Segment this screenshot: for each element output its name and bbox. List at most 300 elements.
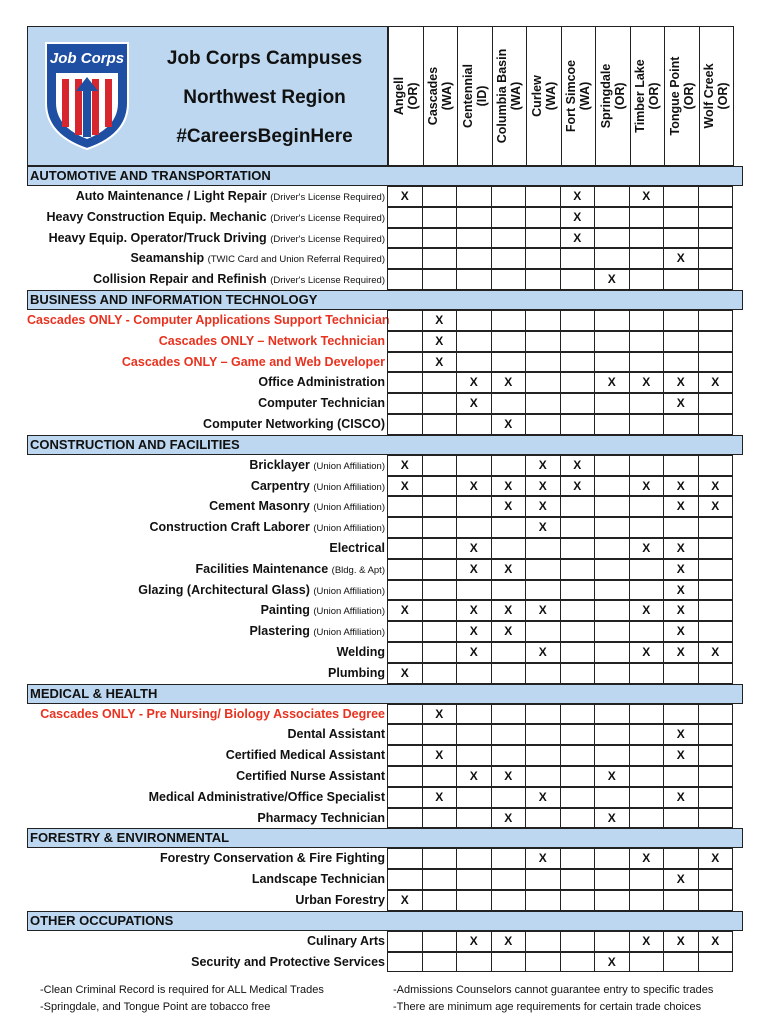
campus-cell <box>560 248 596 269</box>
campus-cell <box>491 248 527 269</box>
campus-cell <box>456 663 492 684</box>
campus-cell <box>387 310 423 331</box>
campus-cell <box>560 869 596 890</box>
campus-cell <box>560 496 596 517</box>
campus-cell: X <box>422 310 458 331</box>
trade-row <box>27 496 743 517</box>
campus-cell: X <box>663 496 699 517</box>
campus-cell: X <box>525 476 561 497</box>
campus-cell <box>629 455 665 476</box>
campus-header <box>457 26 493 166</box>
campus-cell <box>422 393 458 414</box>
trade-label <box>27 228 388 249</box>
campus-cell <box>560 931 596 952</box>
campus-cell: X <box>560 186 596 207</box>
campus-cell <box>456 207 492 228</box>
trade-label <box>27 248 388 269</box>
campus-cell <box>560 352 596 373</box>
campus-cell <box>387 414 423 435</box>
campus-cell <box>491 580 527 601</box>
campus-name: Angell (OR) <box>391 76 420 116</box>
section-header: AUTOMOTIVE AND TRANSPORTATION <box>27 166 743 186</box>
trade-label <box>27 704 388 725</box>
campus-cell <box>491 890 527 911</box>
campus-cell <box>698 331 734 352</box>
trade-name: Cascades ONLY - Computer Applications Support Technician <box>27 312 390 327</box>
campus-cell <box>629 248 665 269</box>
campus-cell <box>698 580 734 601</box>
campus-cell <box>629 952 665 973</box>
campus-cell <box>456 517 492 538</box>
campus-cell <box>525 869 561 890</box>
campus-cell: X <box>387 186 423 207</box>
campus-cell <box>387 642 423 663</box>
trade-name: Carpentry <box>250 478 310 493</box>
campus-cell <box>594 207 630 228</box>
trade-name: Pharmacy Technician <box>257 810 385 825</box>
trade-name: Auto Maintenance / Light Repair <box>75 189 267 203</box>
campus-cell <box>663 455 699 476</box>
trade-label <box>27 766 388 787</box>
campus-cell: X <box>525 455 561 476</box>
campus-cell <box>698 559 734 580</box>
campus-cell <box>387 207 423 228</box>
campus-cell <box>525 393 561 414</box>
campus-cell <box>698 186 734 207</box>
campus-cell <box>422 869 458 890</box>
campus-cell <box>387 869 423 890</box>
campus-cell <box>422 931 458 952</box>
campus-cell <box>525 663 561 684</box>
campus-cell <box>698 724 734 745</box>
campus-cell <box>629 580 665 601</box>
campus-cell <box>491 952 527 973</box>
campus-cell <box>594 559 630 580</box>
campus-cell <box>525 580 561 601</box>
trade-requirement-note: (Union Affiliation) <box>313 606 385 618</box>
campus-cell <box>698 352 734 373</box>
campus-cell: X <box>663 724 699 745</box>
campus-cell <box>663 331 699 352</box>
campus-name: Columbia Basin (WA) <box>495 48 524 144</box>
campus-cell <box>629 331 665 352</box>
campus-cell <box>663 890 699 911</box>
trade-label <box>27 642 388 663</box>
campus-cell <box>698 808 734 829</box>
campus-cell: X <box>560 476 596 497</box>
trade-name: Dental Assistant <box>287 727 385 742</box>
campus-cell <box>422 517 458 538</box>
campus-cell: X <box>594 952 630 973</box>
campus-cell <box>525 766 561 787</box>
campus-cell: X <box>456 600 492 621</box>
campus-cell <box>629 621 665 642</box>
campus-cell <box>698 621 734 642</box>
campus-cell <box>698 517 734 538</box>
trade-label <box>27 455 388 476</box>
trade-requirement-note: (Bldg. & Apt) <box>331 564 385 576</box>
trade-label <box>27 372 388 393</box>
campus-cell <box>663 517 699 538</box>
campus-cell <box>456 414 492 435</box>
trade-row <box>27 228 743 249</box>
trade-label <box>27 621 388 642</box>
campus-cell <box>594 580 630 601</box>
campus-cell: X <box>525 642 561 663</box>
campus-cell <box>387 496 423 517</box>
campus-cell <box>456 848 492 869</box>
section-header: OTHER OCCUPATIONS <box>27 911 743 931</box>
trade-row <box>27 455 743 476</box>
trade-name: Facilities Maintenance <box>195 561 329 576</box>
trade-name: Cascades ONLY - Pre Nursing/ Biology Associates Degree <box>40 706 385 721</box>
campus-trade-sheet <box>27 26 743 976</box>
campus-cell <box>525 538 561 559</box>
campus-cell <box>629 724 665 745</box>
campus-cell: X <box>491 600 527 621</box>
campus-cell <box>387 931 423 952</box>
trade-name: Certified Nurse Assistant <box>236 768 385 783</box>
campus-cell: X <box>663 248 699 269</box>
campus-cell <box>491 393 527 414</box>
campus-cell <box>560 848 596 869</box>
campus-cell <box>698 310 734 331</box>
trade-row <box>27 890 743 911</box>
campus-cell <box>663 352 699 373</box>
campus-cell <box>491 848 527 869</box>
campus-cell <box>629 352 665 373</box>
header <box>27 26 743 166</box>
trade-requirement-note: (Union Affiliation) <box>313 627 385 639</box>
trade-name: Plumbing <box>328 665 385 680</box>
campus-cell <box>629 517 665 538</box>
campus-cell <box>422 228 458 249</box>
campus-cell <box>491 455 527 476</box>
campus-cell: X <box>456 476 492 497</box>
trade-label <box>27 724 388 745</box>
campus-cell: X <box>663 621 699 642</box>
footer-note: -Springdale, and Tongue Point are tobacco free <box>40 1001 271 1013</box>
footer-note: -Admissions Counselors cannot guarantee entry to specific trades <box>393 984 714 996</box>
campus-cell <box>663 663 699 684</box>
trade-label <box>27 808 388 829</box>
campus-header <box>423 26 459 166</box>
campus-cell <box>594 393 630 414</box>
campus-cell <box>594 704 630 725</box>
campus-cell <box>560 331 596 352</box>
campus-cell <box>525 745 561 766</box>
campus-cell: X <box>560 228 596 249</box>
campus-cell: X <box>387 455 423 476</box>
trade-row <box>27 207 743 228</box>
trade-row <box>27 310 743 331</box>
trade-label <box>27 580 388 601</box>
campus-cell <box>560 745 596 766</box>
campus-cell: X <box>663 393 699 414</box>
trade-row <box>27 517 743 538</box>
trade-row <box>27 393 743 414</box>
campus-name: Springdale (OR) <box>598 63 627 129</box>
campus-cell <box>387 848 423 869</box>
campus-cell <box>663 207 699 228</box>
trade-row <box>27 952 743 973</box>
trade-row <box>27 248 743 269</box>
campus-cell <box>456 580 492 601</box>
campus-cell <box>594 621 630 642</box>
campus-cell <box>629 414 665 435</box>
campus-cell <box>387 787 423 808</box>
campus-cell: X <box>387 600 423 621</box>
campus-cell <box>456 228 492 249</box>
campus-cell <box>491 538 527 559</box>
campus-cell <box>525 952 561 973</box>
campus-cell <box>387 745 423 766</box>
campus-header <box>664 26 700 166</box>
campus-cell <box>422 207 458 228</box>
trade-label <box>27 496 388 517</box>
campus-header <box>595 26 631 166</box>
campus-cell <box>422 621 458 642</box>
campus-cell <box>525 559 561 580</box>
campus-cell: X <box>422 352 458 373</box>
campus-cell: X <box>594 766 630 787</box>
campus-cell <box>422 724 458 745</box>
campus-cell <box>663 310 699 331</box>
trade-label <box>27 517 388 538</box>
trade-label <box>27 745 388 766</box>
campus-cell <box>525 414 561 435</box>
campus-cell <box>456 890 492 911</box>
trade-label <box>27 869 388 890</box>
campus-cell <box>629 496 665 517</box>
campus-cell <box>525 248 561 269</box>
campus-cell: X <box>663 600 699 621</box>
campus-cell <box>525 207 561 228</box>
campus-cell <box>387 228 423 249</box>
section-header: CONSTRUCTION AND FACILITIES <box>27 435 743 455</box>
trade-label <box>27 663 388 684</box>
campus-cell <box>387 248 423 269</box>
campus-cell <box>698 704 734 725</box>
campus-cell <box>456 787 492 808</box>
campus-cell: X <box>663 476 699 497</box>
trade-name: Computer Technician <box>258 396 385 411</box>
trade-label <box>27 207 388 228</box>
campus-cell <box>422 496 458 517</box>
campus-cell <box>422 414 458 435</box>
campus-cell: X <box>594 372 630 393</box>
campus-cell <box>491 331 527 352</box>
campus-cell: X <box>629 642 665 663</box>
campus-name: Wolf Creek (OR) <box>702 63 731 129</box>
campus-cell <box>560 372 596 393</box>
campus-cell <box>663 848 699 869</box>
campus-cell <box>698 228 734 249</box>
campus-cell <box>491 642 527 663</box>
trade-name: Computer Networking (CISCO) <box>203 416 385 431</box>
trade-label <box>27 331 388 352</box>
header-title-block <box>27 26 388 166</box>
campus-cell <box>698 393 734 414</box>
campus-cell <box>629 766 665 787</box>
trade-label <box>27 600 388 621</box>
campus-cell <box>491 787 527 808</box>
campus-cell: X <box>525 600 561 621</box>
campus-cell <box>456 808 492 829</box>
campus-cell <box>594 538 630 559</box>
campus-cell <box>629 310 665 331</box>
trade-row <box>27 642 743 663</box>
campus-cell <box>560 890 596 911</box>
trade-requirement-note: (Driver's License Required) <box>270 233 385 245</box>
campus-cell <box>525 352 561 373</box>
campus-cell <box>491 724 527 745</box>
trade-name: Urban Forestry <box>295 892 385 907</box>
trade-name: Forestry Conservation & Fire Fighting <box>159 851 385 866</box>
campus-cell <box>560 414 596 435</box>
campus-cell <box>698 600 734 621</box>
campus-cell <box>663 766 699 787</box>
trade-row <box>27 869 743 890</box>
campus-cell <box>594 352 630 373</box>
campus-cell: X <box>387 476 423 497</box>
campus-cell <box>491 745 527 766</box>
trade-label <box>27 559 388 580</box>
campus-cell <box>525 331 561 352</box>
campus-cell <box>698 207 734 228</box>
trade-name: Culinary Arts <box>306 933 385 948</box>
campus-cell: X <box>525 517 561 538</box>
campus-cell <box>422 766 458 787</box>
campus-cell: X <box>525 496 561 517</box>
campus-cell <box>560 766 596 787</box>
campus-cell <box>629 228 665 249</box>
campus-header <box>388 26 424 166</box>
campus-cell <box>422 248 458 269</box>
trade-label <box>27 931 388 952</box>
campus-header <box>492 26 528 166</box>
campus-cell: X <box>698 372 734 393</box>
trade-requirement-note: (Union Affiliation) <box>313 523 385 535</box>
campus-cell <box>525 621 561 642</box>
campus-cell: X <box>456 642 492 663</box>
section-header: MEDICAL & HEALTH <box>27 684 743 704</box>
campus-cell: X <box>629 538 665 559</box>
campus-cell: X <box>698 476 734 497</box>
campus-cell: X <box>698 496 734 517</box>
trade-name: Security and Protective Services <box>191 954 385 969</box>
campus-cell: X <box>491 414 527 435</box>
trade-requirement-note: (TWIC Card and Union Referral Required) <box>207 254 385 266</box>
campus-cell <box>663 228 699 249</box>
campus-cell: X <box>456 931 492 952</box>
campus-cell <box>422 952 458 973</box>
campus-cell <box>387 766 423 787</box>
campus-cell <box>629 269 665 290</box>
campus-cell <box>629 207 665 228</box>
trade-name: Heavy Construction Equip. Mechanic <box>46 209 267 224</box>
campus-cell <box>456 724 492 745</box>
campus-cell <box>422 808 458 829</box>
campus-cell: X <box>491 766 527 787</box>
campus-cell <box>525 269 561 290</box>
campus-cell: X <box>387 663 423 684</box>
campus-cell: X <box>456 538 492 559</box>
campus-cell <box>629 787 665 808</box>
campus-cell <box>594 869 630 890</box>
campus-cell <box>456 455 492 476</box>
campus-cell <box>594 310 630 331</box>
campus-cell <box>698 663 734 684</box>
campus-cell <box>560 787 596 808</box>
trade-row <box>27 848 743 869</box>
campus-cell <box>422 269 458 290</box>
campus-cell: X <box>491 931 527 952</box>
trade-name: Cascades ONLY – Game and Web Developer <box>121 354 385 369</box>
campus-cell <box>560 600 596 621</box>
campus-cell <box>491 869 527 890</box>
campus-cell <box>387 559 423 580</box>
campus-cell <box>594 476 630 497</box>
campus-cell <box>491 228 527 249</box>
campus-cell <box>387 393 423 414</box>
campus-cell <box>560 393 596 414</box>
campus-cell <box>525 372 561 393</box>
trade-row <box>27 559 743 580</box>
trade-requirement-note: (Union Affiliation) <box>313 481 385 493</box>
trade-name: Painting <box>260 603 310 618</box>
campus-cell <box>525 704 561 725</box>
trade-label <box>27 848 388 869</box>
campus-header <box>526 26 562 166</box>
trade-name: Electrical <box>329 540 385 555</box>
campus-cell: X <box>663 372 699 393</box>
campus-cell <box>560 704 596 725</box>
campus-cell: X <box>629 476 665 497</box>
trade-name: Plastering <box>249 624 310 639</box>
campus-cell <box>387 580 423 601</box>
trade-name: Cascades ONLY – Network Technician <box>158 333 385 348</box>
campus-cell <box>525 724 561 745</box>
campus-cell <box>560 538 596 559</box>
campus-cell <box>422 848 458 869</box>
campus-cell <box>663 414 699 435</box>
campus-cell <box>525 808 561 829</box>
campus-cell: X <box>422 704 458 725</box>
campus-cell <box>629 663 665 684</box>
trade-name: Construction Craft Laborer <box>149 520 310 535</box>
campus-cell: X <box>491 496 527 517</box>
campus-cell: X <box>491 621 527 642</box>
trade-label <box>27 952 388 973</box>
campus-cell: X <box>698 931 734 952</box>
campus-cell <box>387 952 423 973</box>
trade-requirement-note: (Union Affiliation) <box>313 585 385 597</box>
campus-cell: X <box>663 869 699 890</box>
campus-cell: X <box>491 808 527 829</box>
trade-row <box>27 931 743 952</box>
campus-cell: X <box>629 848 665 869</box>
section-header: BUSINESS AND INFORMATION TECHNOLOGY <box>27 290 743 310</box>
campus-cell <box>422 890 458 911</box>
campus-cell <box>387 724 423 745</box>
campus-cell <box>456 704 492 725</box>
trade-row <box>27 580 743 601</box>
trade-name: Collision Repair and Refinish <box>93 272 267 287</box>
campus-cell <box>594 331 630 352</box>
campus-cell: X <box>629 600 665 621</box>
trade-requirement-note: (Union Affiliation) <box>313 502 385 514</box>
